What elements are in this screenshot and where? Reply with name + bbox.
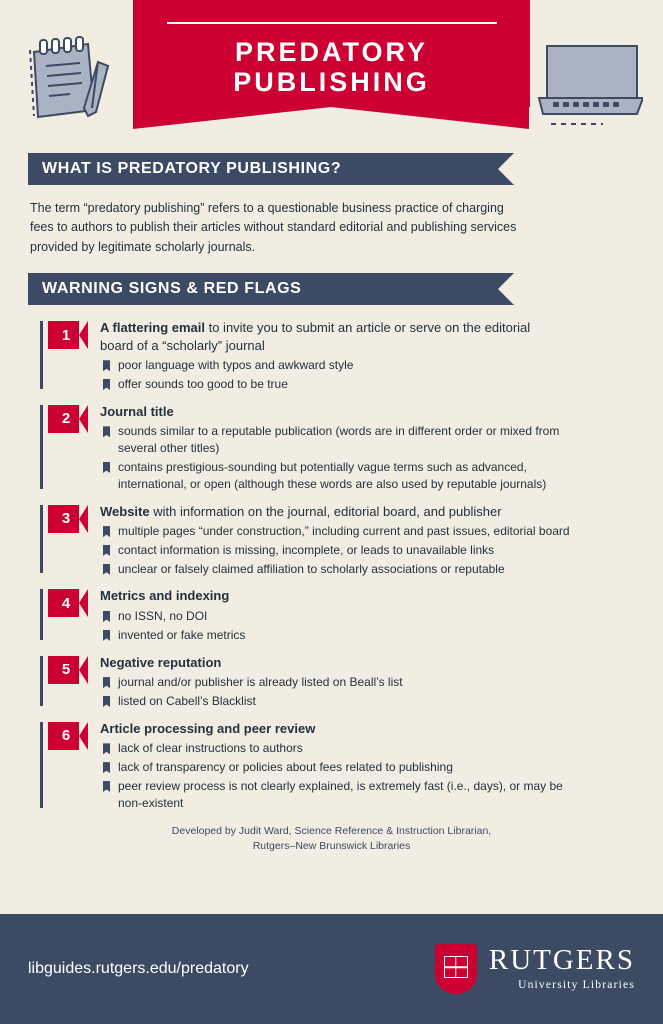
list-item: offer sounds too good to be true — [100, 376, 588, 393]
item-rule — [40, 405, 43, 489]
rutgers-logo — [435, 944, 635, 994]
item-title — [100, 403, 560, 421]
footer — [0, 914, 663, 1024]
item-number-flag: 4 — [48, 589, 88, 617]
list-item: poor language with typos and awkward style — [100, 357, 588, 374]
credit-block — [0, 824, 663, 856]
item-number-flag: 6 — [48, 722, 88, 750]
section-heading-what-is-label: WHAT IS PREDATORY PUBLISHING? — [42, 160, 342, 177]
item-title-bold: Negative reputation — [100, 654, 222, 670]
list-item — [0, 587, 663, 643]
list-item — [0, 654, 663, 710]
item-number-flag: 2 — [48, 405, 88, 433]
list-item: listed on Cabell’s Blacklist — [100, 693, 588, 710]
item-bullets — [100, 608, 663, 644]
item-rule — [40, 656, 43, 706]
list-item: no ISSN, no DOI — [100, 608, 588, 625]
item-title — [100, 587, 560, 605]
title-banner — [133, 0, 530, 107]
list-item: sounds similar to a reputable publication (words are in different order or mixed from several other titles) — [100, 423, 588, 457]
item-title-rest: to invite you to submit an article or serve on the editorial board of a “scholarly” journal — [100, 320, 531, 353]
list-item: invented or fake metrics — [100, 627, 588, 644]
item-number-flag: 3 — [48, 505, 88, 533]
warning-items-list — [0, 319, 663, 811]
list-item — [0, 720, 663, 812]
rutgers-wordmark — [489, 946, 635, 992]
item-title-bold: A flattering email — [100, 320, 205, 336]
item-rule — [40, 505, 43, 574]
banner-notch — [498, 273, 514, 305]
item-title — [100, 319, 560, 354]
list-item: multiple pages “under construction,” including current and past issues, editorial board — [100, 523, 588, 540]
title-rule — [167, 22, 497, 24]
item-title-bold: Website — [100, 503, 150, 519]
item-bullets — [100, 674, 663, 710]
list-item — [0, 403, 663, 493]
list-item: peer review process is not clearly explained, is extremely fast (i.e., days), or may be non-existent — [100, 778, 588, 812]
item-bullets — [100, 523, 663, 577]
item-bullets — [100, 740, 663, 811]
item-bullets — [100, 357, 663, 393]
item-title-bold: Journal title — [100, 403, 174, 419]
page-title: PREDATORY PUBLISHING — [233, 37, 430, 97]
list-item: journal and/or publisher is already listed on Beall’s list — [100, 674, 588, 691]
footer-url[interactable]: libguides.rutgers.edu/predatory — [28, 960, 249, 977]
section-heading-warning-signs-label: WARNING SIGNS & RED FLAGS — [42, 280, 302, 298]
credit-line-1: Developed by Judit Ward, Science Reference & Instruction Librarian, — [171, 824, 492, 837]
rutgers-name: RUTGERS — [488, 944, 635, 977]
item-title — [100, 720, 560, 738]
list-item: lack of clear instructions to authors — [100, 740, 588, 757]
rutgers-sub: University Libraries — [518, 979, 635, 992]
credit-line-2: Rutgers–New Brunswick Libraries — [252, 840, 411, 853]
item-rule — [40, 589, 43, 639]
item-title-rest: with information on the journal, editorial board, and publisher — [149, 503, 502, 519]
list-item — [0, 503, 663, 578]
list-item — [0, 319, 663, 393]
item-title-bold: Metrics and indexing — [100, 588, 230, 604]
item-bullets — [100, 423, 663, 492]
section-heading-what-is — [28, 153, 498, 185]
list-item: contains prestigious-sounding but potentially vague terms such as advanced, international, or open (although these words are also used by reputable journals) — [100, 459, 588, 493]
list-item: unclear or falsely claimed affiliation to scholarly associations or reputable — [100, 561, 588, 578]
item-rule — [40, 321, 43, 389]
item-rule — [40, 722, 43, 808]
intro-paragraph: The term “predatory publishing” refers to a questionable business practice of charging fees to authors to publish their articles without standard editorial and publishing services provided by legitimate scholarly journals. — [30, 201, 517, 254]
list-item: lack of transparency or policies about fees related to publishing — [100, 759, 588, 776]
item-number-flag: 5 — [48, 656, 88, 684]
notebook-pen-icon — [22, 22, 112, 122]
header — [0, 0, 663, 145]
item-number-flag: 1 — [48, 321, 88, 349]
shield-inner-mark — [444, 956, 468, 978]
item-title — [100, 503, 560, 521]
list-item: contact information is missing, incomplete, or leads to unavailable links — [100, 542, 588, 559]
rutgers-shield-icon — [435, 944, 477, 994]
item-title — [100, 654, 560, 672]
banner-notch — [498, 153, 514, 185]
laptop-icon — [533, 38, 643, 133]
item-title-bold: Article processing and peer review — [100, 720, 316, 736]
section-heading-warning-signs — [28, 273, 498, 305]
